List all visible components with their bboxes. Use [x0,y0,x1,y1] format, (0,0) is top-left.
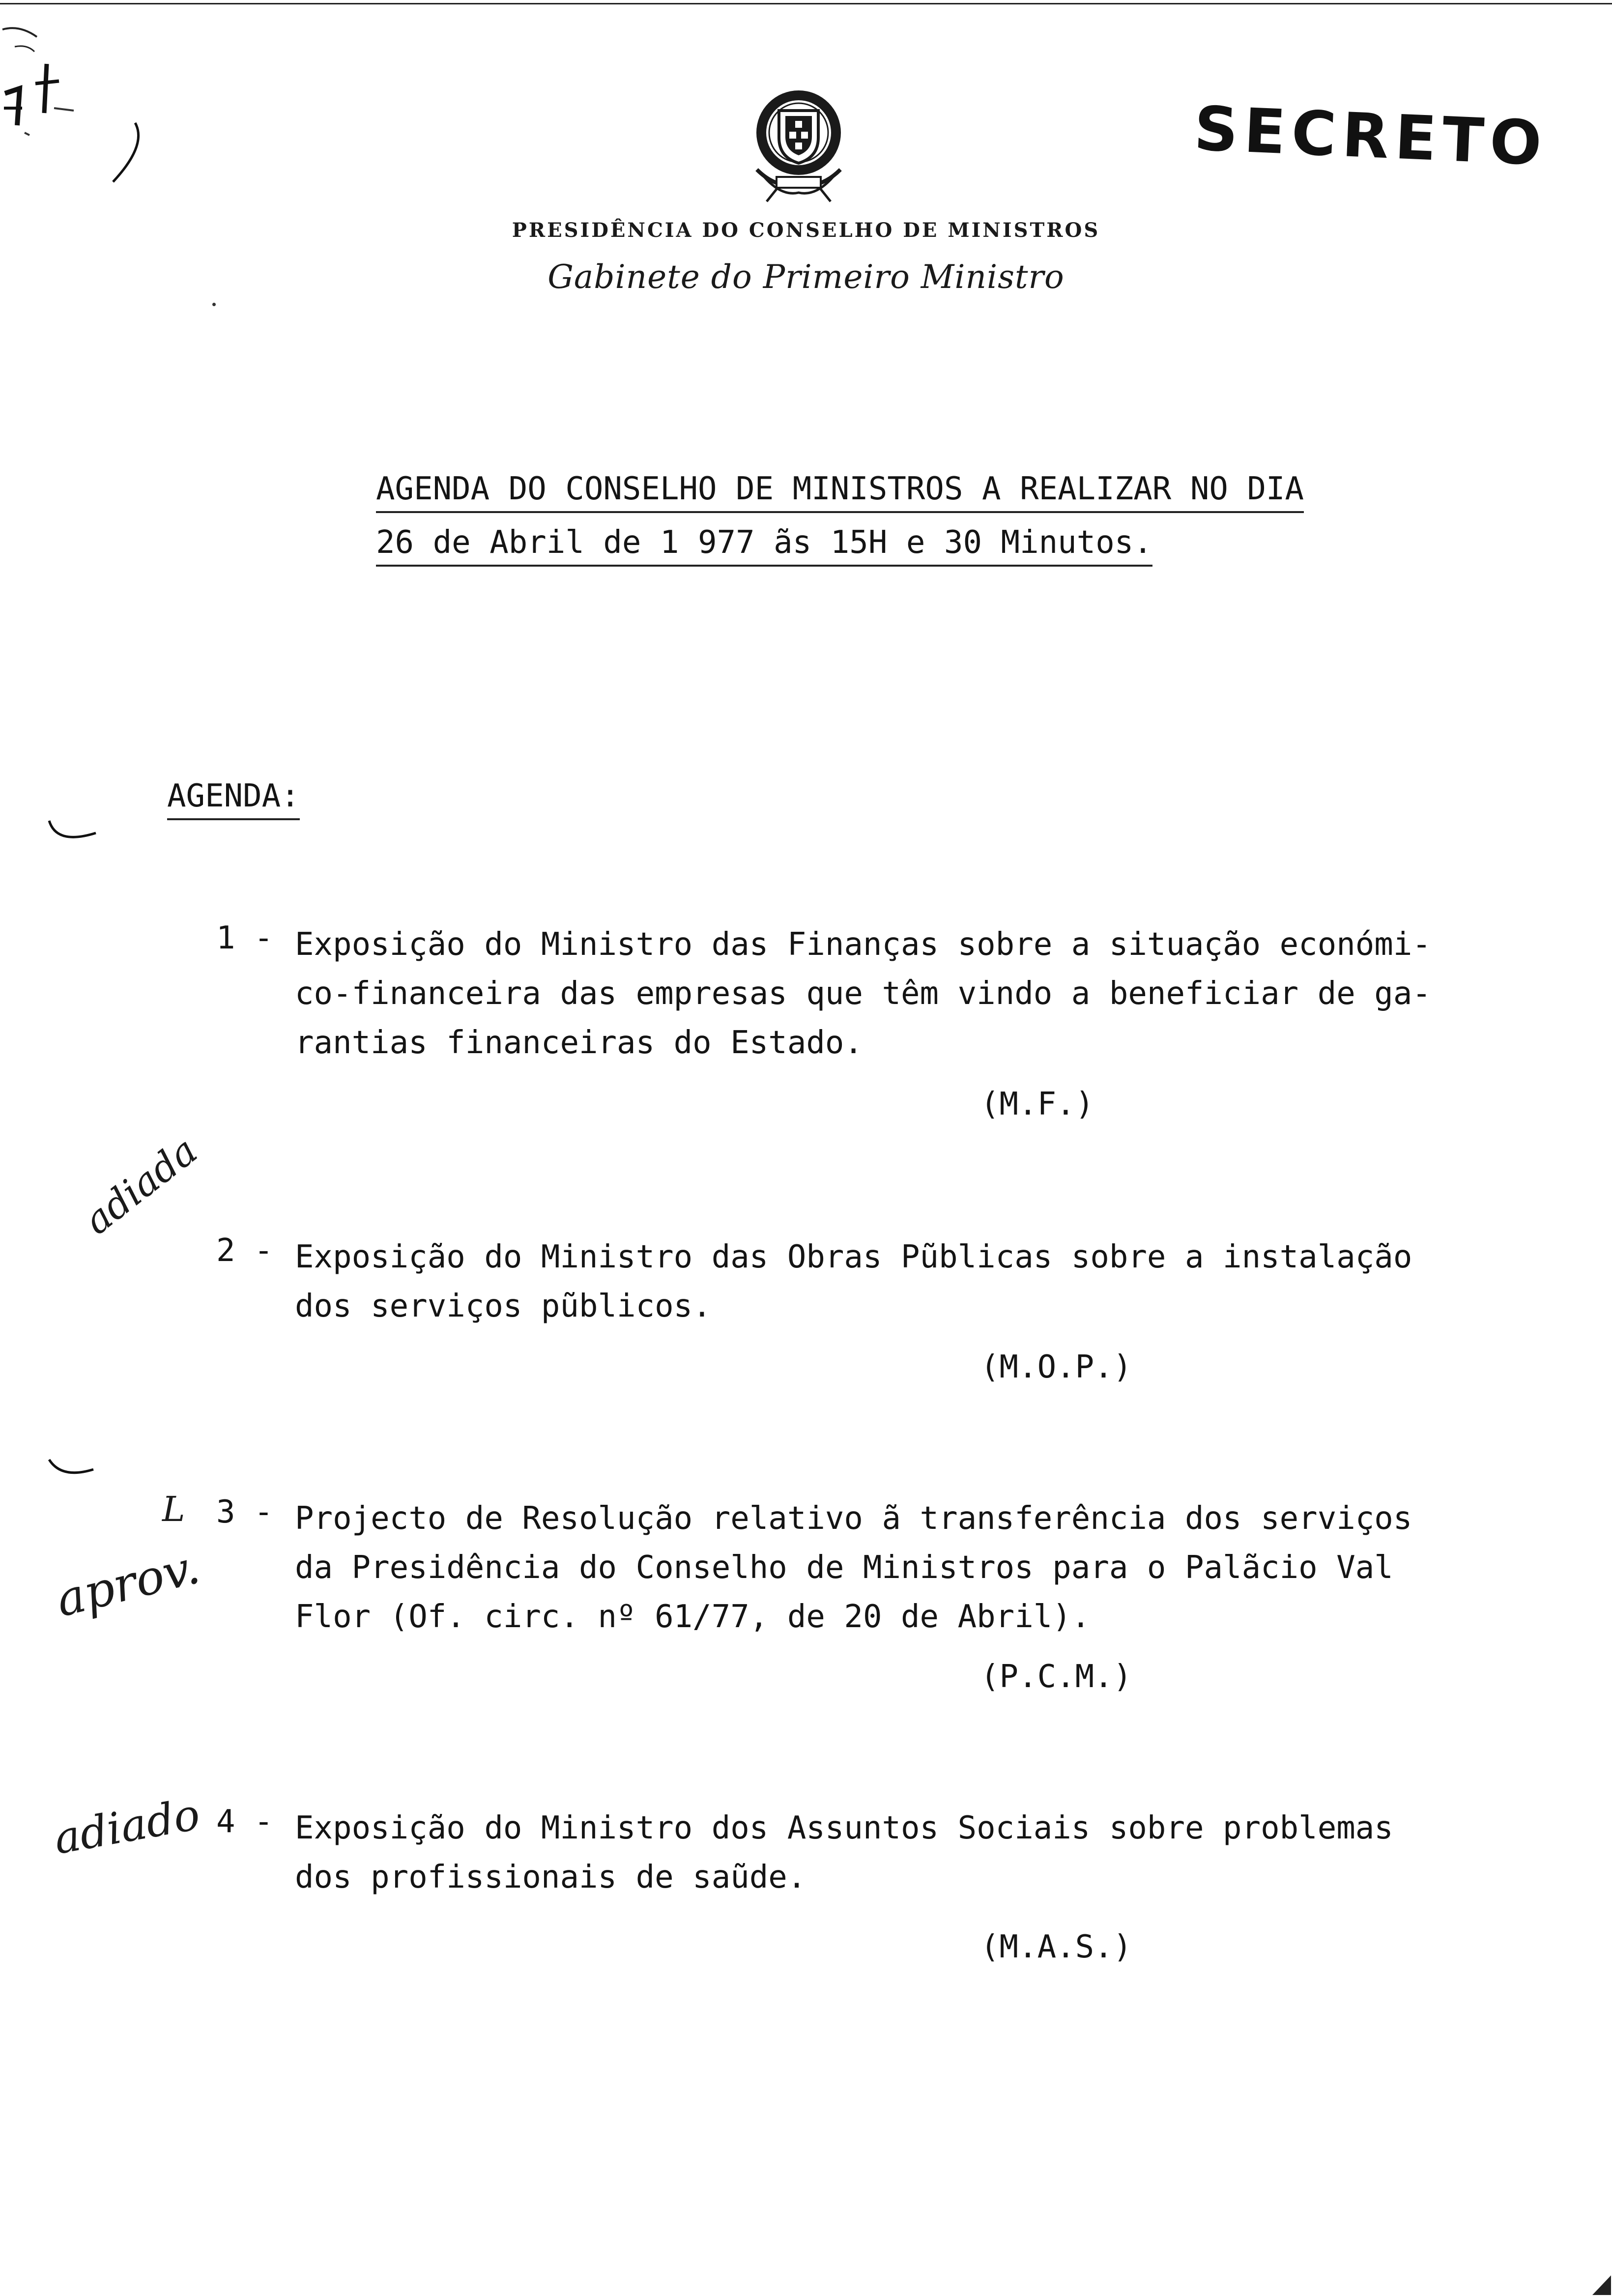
item-3-line-2: da Presidência do Conselho de Ministros para o Palãcio Val [295,1550,1393,1586]
check-mark-icon [47,818,101,848]
item-3-text [295,1494,1412,1641]
agenda-title [376,464,1304,572]
item-4-text [295,1804,1393,1902]
corner-scribble [0,10,162,187]
item-3-line-1: Projecto de Resolução relativo ã transferência dos serviços [295,1500,1412,1537]
item-4-line-1: Exposição do Ministro dos Assuntos Sociais sobre problemas [295,1810,1393,1846]
item-1-ministry: (M.F.) [980,1086,1094,1122]
corner-mark [1587,2256,1612,2296]
item-2-line-1: Exposição do Ministro das Obras Pũblicas sobre a instalação [295,1239,1412,1275]
item-2-ministry: (M.O.P.) [980,1349,1132,1385]
check-mark-icon [47,1457,101,1482]
item-3-number: 3 - [216,1494,273,1530]
item-4-number: 4 - [216,1804,273,1840]
institution-name: PRESIDÊNCIA DO CONSELHO DE MINISTROS [512,219,1100,242]
item-3-line-3: Flor (Of. circ. nº 61/77, de 20 de Abril). [295,1599,1091,1635]
coat-of-arms-icon [742,84,855,206]
handwritten-note-item-4: adiado [50,1788,204,1864]
stray-dot [212,303,216,306]
item-2-number: 2 - [216,1233,273,1269]
office-name: Gabinete do Primeiro Ministro [547,258,1065,296]
item-4-ministry: (M.A.S.) [980,1929,1132,1965]
classification-stamp: SECRETO [1192,93,1549,180]
top-border-line [0,3,1612,4]
handwritten-note-item-2: adiada [76,1128,206,1243]
title-line-2: 26 de Abril de 1 977 ãs 15H e 30 Minutos. [376,520,1152,567]
item-3-ministry: (P.C.M.) [980,1659,1132,1695]
item-1-text [295,920,1431,1067]
item-2-line-2: dos serviços pũblicos. [295,1288,712,1324]
handwritten-note-item-3: aprov. [50,1539,205,1628]
handwritten-mark-item-3: L [162,1489,185,1529]
item-1-line-3: rantias financeiras do Estado. [295,1025,863,1061]
title-line-1: AGENDA DO CONSELHO DE MINISTROS A REALIZAR NO DIA [376,467,1304,513]
item-1-number: 1 - [216,920,273,956]
item-1-line-2: co-financeira das empresas que têm vindo a beneficiar de ga- [295,976,1431,1012]
agenda-label: AGENDA: [167,774,300,820]
item-1-line-1: Exposição do Ministro das Finanças sobre a situação económi- [295,926,1431,963]
item-4-line-2: dos profissionais de saũde. [295,1859,806,1895]
item-2-text [295,1233,1412,1331]
